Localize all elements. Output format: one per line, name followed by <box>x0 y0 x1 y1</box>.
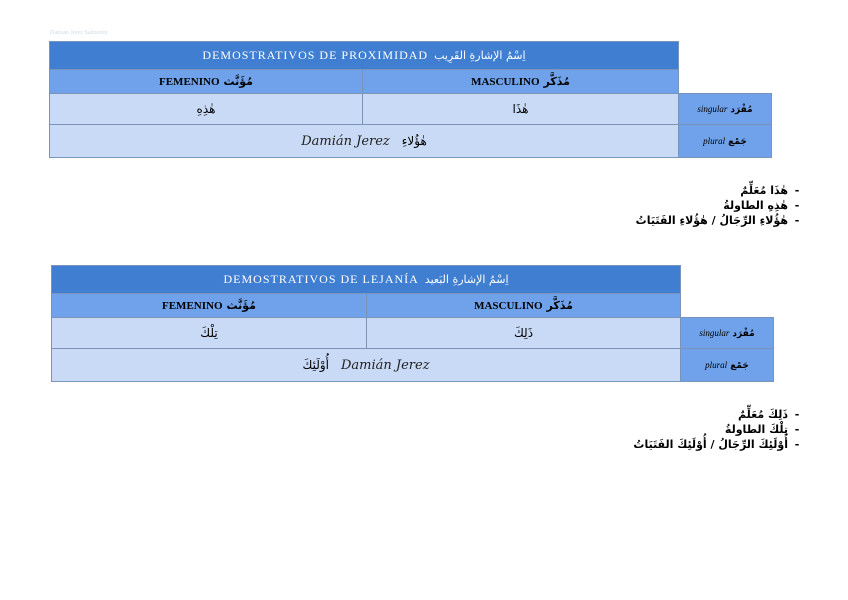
distance-header-masculine: MASCULINO مُذَكَّر <box>367 294 681 318</box>
distance-singular-feminine: تِلْكَ <box>52 318 367 349</box>
proximity-title-ar: اِسْمُ الإشارةِ القَرِيب <box>434 49 526 62</box>
proximity-plural-word: هٰؤُلاءِ <box>401 133 427 148</box>
proximity-title-es: DEMOSTRATIVOS DE PROXIMIDAD <box>202 48 429 62</box>
proximity-label-singular: singular مُفْرَد <box>679 94 772 125</box>
distance-table <box>51 265 774 382</box>
proximity-singular-masculine: هٰذَا <box>363 94 679 125</box>
distance-title <box>52 266 681 294</box>
proximity-title <box>50 42 679 70</box>
distance-label-singular: singular مُفْرَد <box>681 318 774 349</box>
proximity-plural <box>50 125 679 158</box>
distance-label-plural: plural جَمْع <box>681 349 774 382</box>
watermark: Damián Jerez Salmerón <box>50 30 108 36</box>
distance-plural <box>52 349 681 382</box>
distance-singular-masculine: ذَلِكَ <box>367 318 681 349</box>
signature: Damián Jerez <box>301 133 390 149</box>
list-item: -ذَلِكَ مُعَلِّمٌ <box>738 408 800 421</box>
distance-examples <box>633 407 806 452</box>
list-item: -تِلْكَ الطاولةُ <box>724 423 800 436</box>
distance-plural-word: أُوْلَئِكَ <box>302 357 329 372</box>
distance-title-es: DEMOSTRATIVOS DE LEJANÍA <box>223 272 419 286</box>
proximity-table <box>49 41 772 158</box>
list-item: -هٰذِهِ الطاولةُ <box>723 199 800 212</box>
list-item: -أُوْلَئِكَ الرِّجَالُ / أُوْلَئِكَ الفَتَيَاتُ <box>633 438 800 451</box>
proximity-label-plural: plural جَمْع <box>679 125 772 158</box>
proximity-examples <box>636 183 806 228</box>
proximity-header-masculine: MASCULINO مُذَكَّر <box>363 70 679 94</box>
proximity-header-feminine: FEMENINO مُؤَنَّث <box>50 70 363 94</box>
list-item: -هٰذَا مُعَلِّمٌ <box>740 184 800 197</box>
signature: Damián Jerez <box>340 357 430 373</box>
distance-title-ar: اِسْمُ الإشارةِ البَعيد <box>424 273 509 286</box>
proximity-singular-feminine: هٰذِهِ <box>50 94 363 125</box>
list-item: -هٰؤُلاءِ الرِّجَالُ / هٰؤُلاءِ الفَتَيَاتُ <box>635 214 800 227</box>
distance-header-feminine: FEMENINO مُؤَنَّث <box>52 294 367 318</box>
